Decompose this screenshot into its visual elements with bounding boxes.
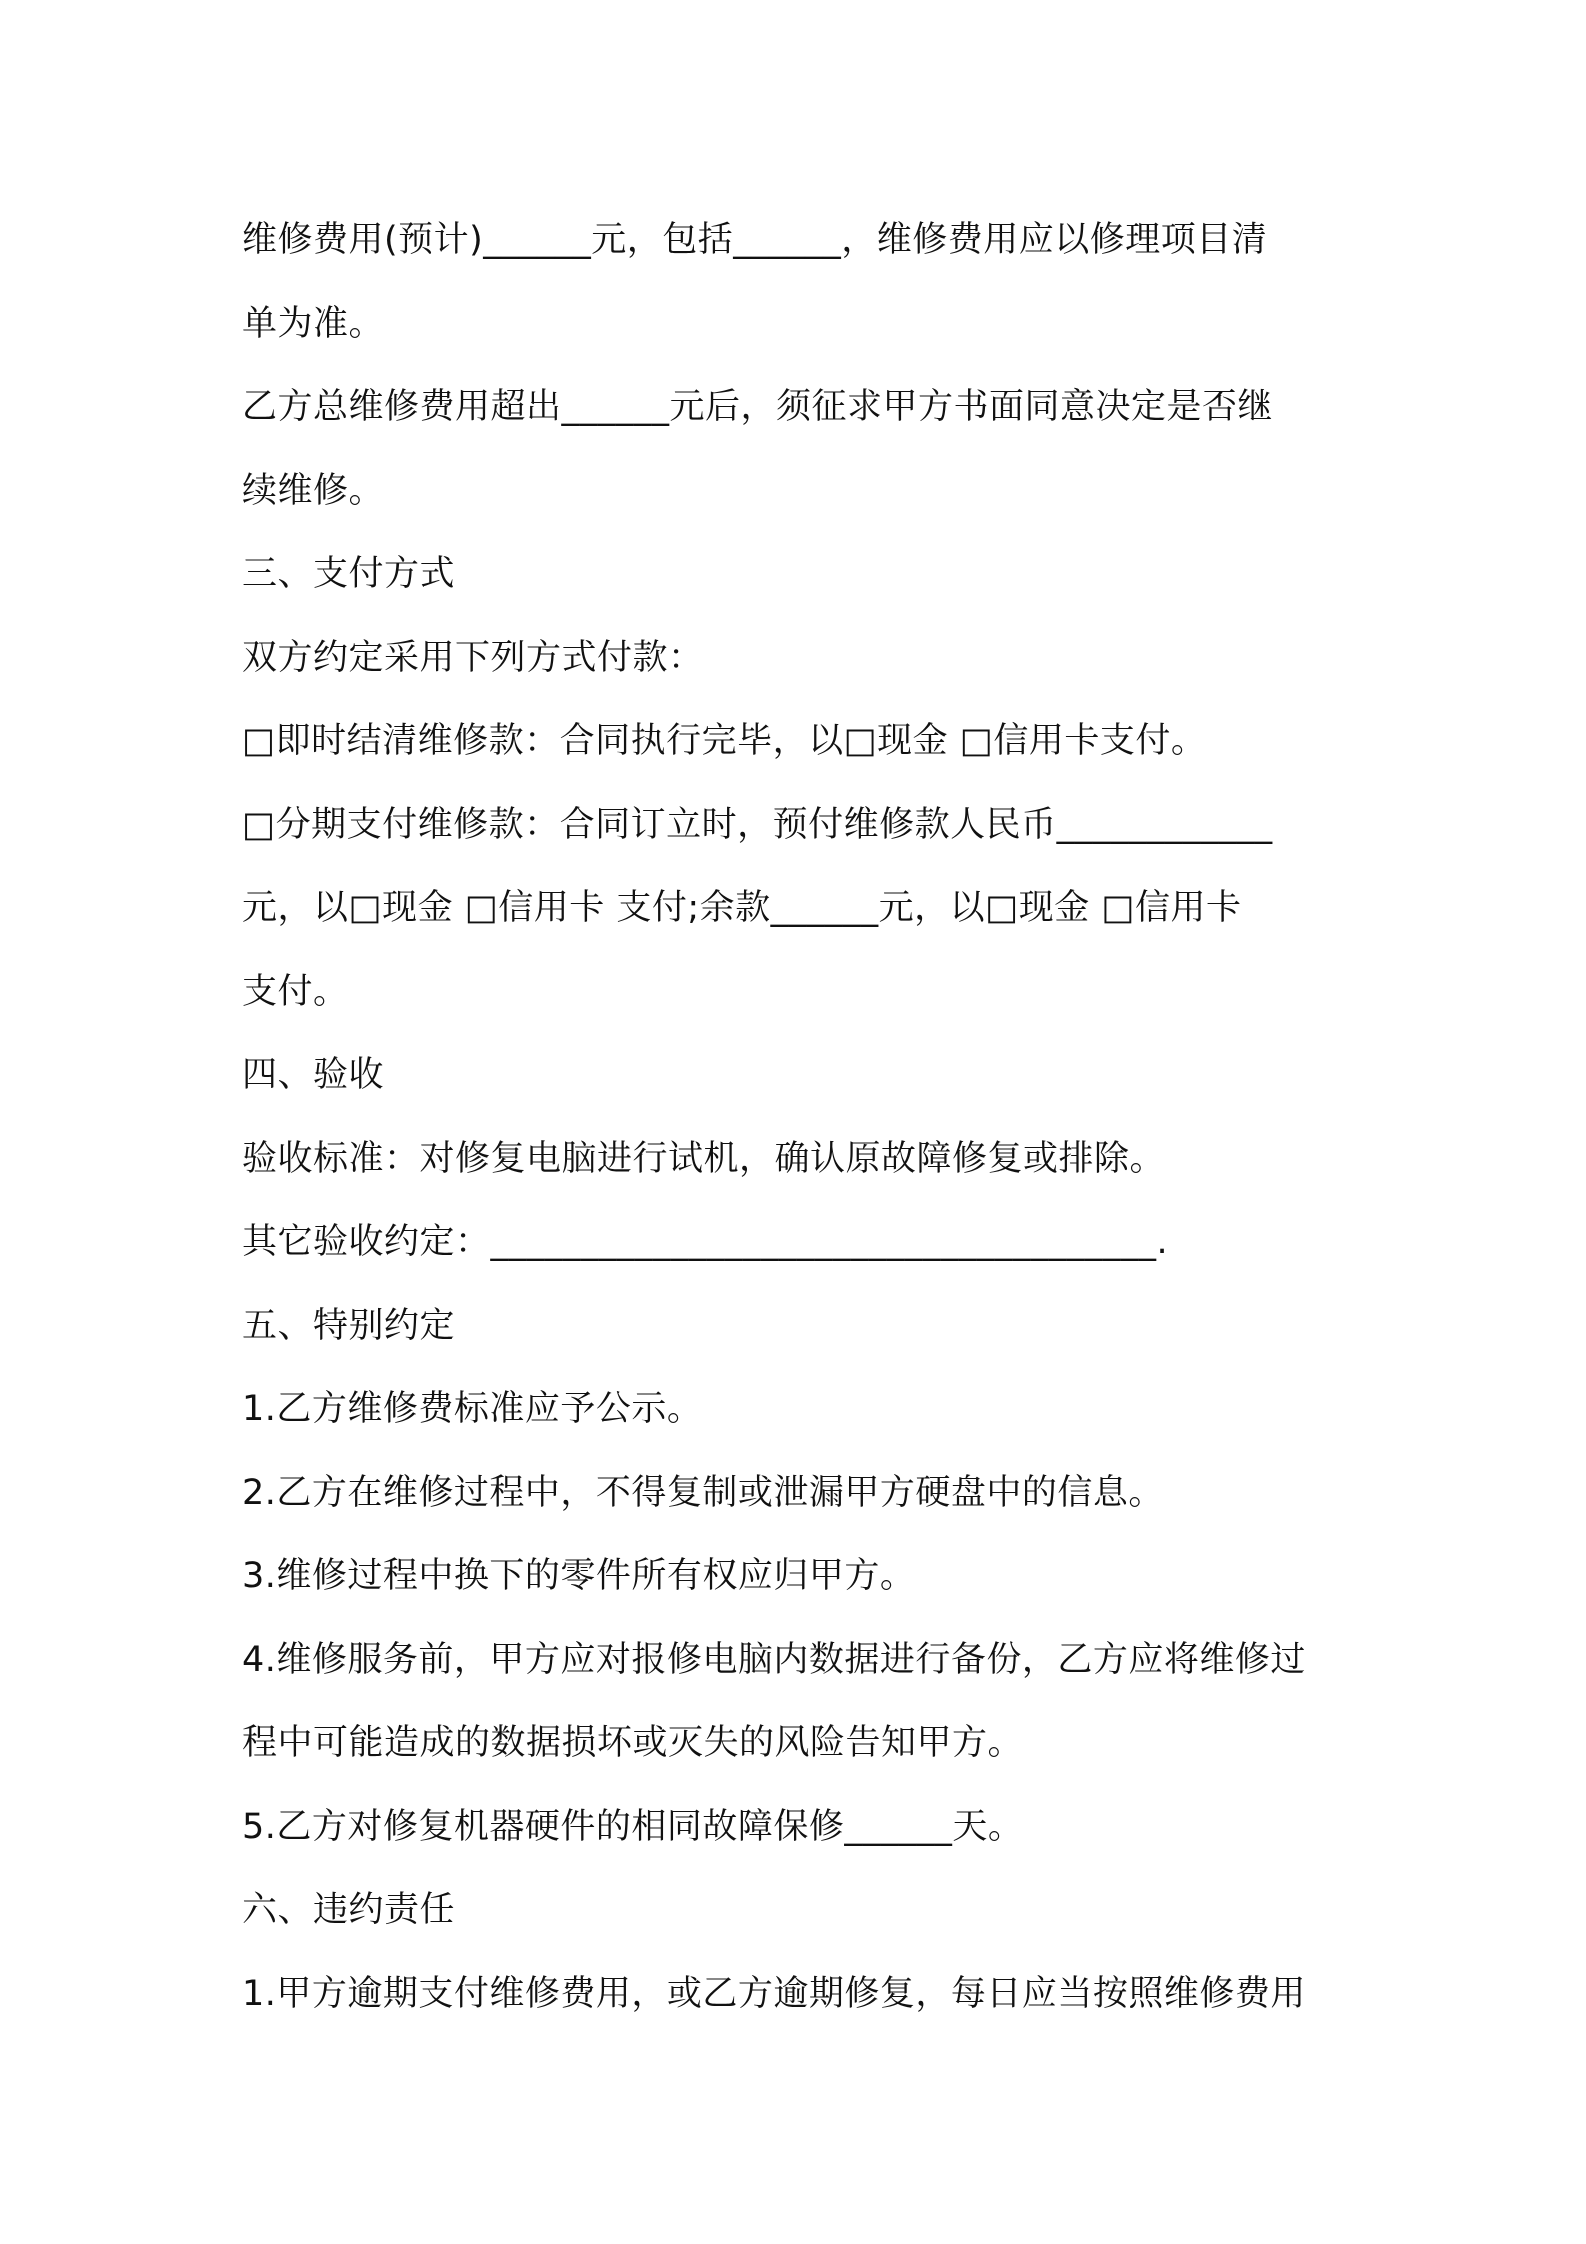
- text-line: 2.乙方在维修过程中，不得复制或泄漏甲方硬盘中的信息。: [242, 1472, 1164, 1513]
- text-line: 3.维修过程中换下的零件所有权应归甲方。: [242, 1556, 916, 1596]
- section-heading: 五、特别约定: [242, 1305, 456, 1346]
- text-line: 单为准。: [242, 303, 385, 344]
- text-line: 验收标准：对修复电脑进行试机，确认原故障修复或排除。: [242, 1138, 1166, 1179]
- document-body: [242, 199, 1362, 2036]
- section-heading: 三、支付方式: [242, 554, 456, 594]
- text-line: 续维修。: [242, 470, 385, 511]
- text-line: □即时结清维修款：合同执行完毕，以□现金 □信用卡支付。: [242, 721, 1207, 761]
- section-heading: 六、违约责任: [242, 1890, 456, 1930]
- text-line: 1.甲方逾期支付维修费用，或乙方逾期修复，每日应当按照维修费用: [242, 1973, 1306, 2014]
- text-line: 程中可能造成的数据损坏或灭失的风险告知甲方。: [242, 1723, 1024, 1763]
- text-line: 支付。: [242, 971, 349, 1012]
- text-line: 乙方总维修费用超出______元后，须征求甲方书面同意决定是否继: [242, 387, 1274, 427]
- text-line: 4.维修服务前，甲方应对报修电脑内数据进行备份，乙方应将维修过: [242, 1639, 1306, 1680]
- section-heading: 四、验收: [242, 1055, 385, 1095]
- text-line: 其它验收约定：_____________________________________.: [242, 1222, 1169, 1262]
- text-line: 1.乙方维修费标准应予公示。: [242, 1389, 703, 1429]
- text-line: 双方约定采用下列方式付款：: [242, 637, 704, 678]
- text-line: 维修费用(预计)______元，包括______，维修费用应以修理项目清: [242, 220, 1268, 260]
- text-line: 5.乙方对修复机器硬件的相同故障保修______天。: [242, 1806, 1024, 1847]
- text-line: 元，以□现金 □信用卡 支付;余款______元，以□现金 □信用卡: [242, 888, 1242, 928]
- text-line: □分期支付维修款：合同订立时，预付维修款人民币____________: [242, 804, 1273, 845]
